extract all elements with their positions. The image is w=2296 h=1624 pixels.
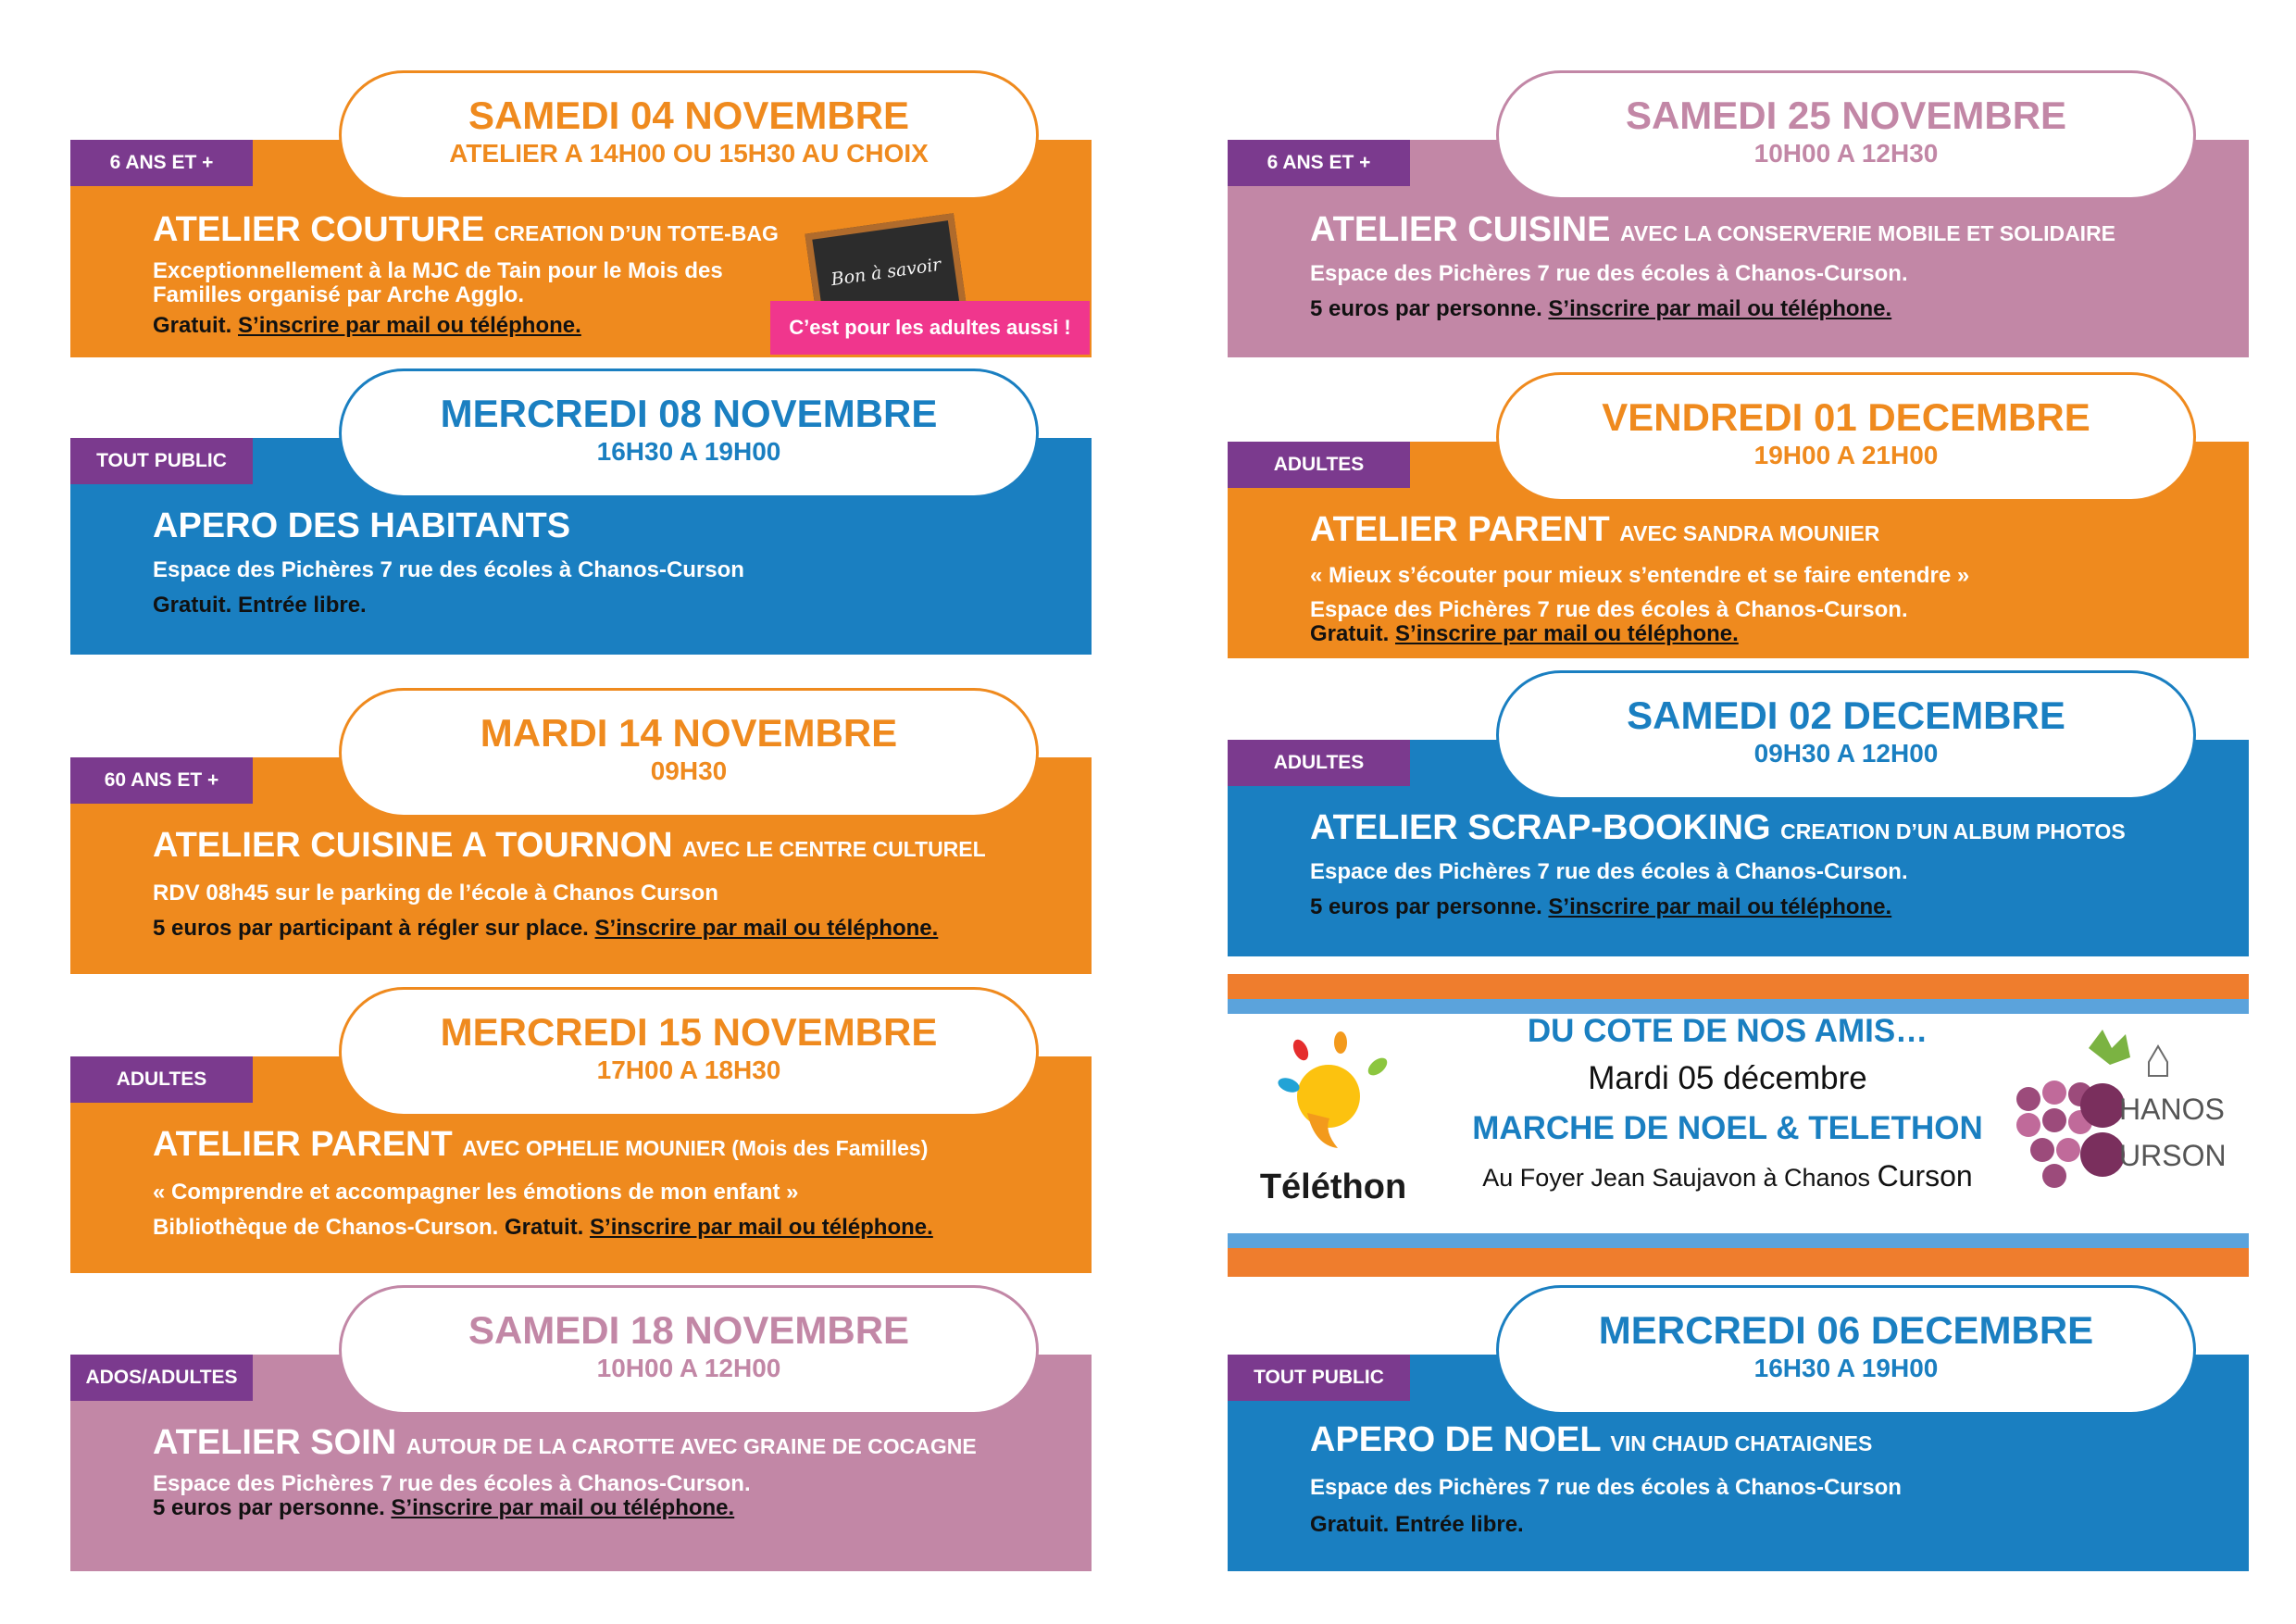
event-price (153, 1213, 1073, 1243)
event-date-pill (339, 369, 1039, 498)
event-title: APERO DES HABITANTS (153, 506, 571, 545)
event-price (1310, 622, 2230, 646)
audience-tag: TOUT PUBLIC (70, 438, 253, 484)
event-title-text: ATELIER SOIN (153, 1423, 397, 1462)
event-date: SAMEDI 18 NOVEMBRE (468, 1308, 910, 1352)
event-date: MARDI 14 NOVEMBRE (480, 711, 898, 755)
event-time: 16H30 A 19H00 (596, 437, 781, 466)
audience-tag: ADOS/ADULTES (70, 1355, 253, 1401)
event-title (153, 209, 786, 254)
event-subtitle: CREATION D’UN TOTE-BAG (493, 221, 779, 245)
event-time: 16H30 A 19H00 (1753, 1354, 1939, 1382)
event-date-pill (339, 688, 1039, 818)
event-location: Espace des Pichères 7 rue des écoles à Chanos-Curson. (1310, 859, 1908, 884)
event-title (1310, 807, 2230, 852)
event-body (153, 1124, 1073, 1243)
event-free-text: Gratuit. (505, 1215, 584, 1240)
event-subtitle: VIN CHAUD CHATAIGNES (1610, 1431, 1873, 1455)
event-subtitle: AUTOUR DE LA CAROTTE AVEC GRAINE DE COCAGNE (406, 1434, 977, 1458)
event-title (1310, 1419, 2230, 1464)
event-title-text: ATELIER CUISINE (1310, 210, 1611, 249)
audience-tag: 60 ANS ET + (70, 757, 253, 804)
event-description: « Mieux s’écouter pour mieux s’entendre et se faire entendre » (1310, 563, 1970, 588)
chanos-logo-top: HANOS (2119, 1093, 2225, 1126)
audience-tag: ADULTES (1228, 740, 1410, 786)
adults-note-badge: C’est pour les adultes aussi ! (770, 301, 1090, 355)
telethon-logo-text: Téléthon (1259, 1168, 1407, 1206)
audience-tag: ADULTES (1228, 442, 1410, 488)
event-body (153, 1422, 1073, 1520)
register-link[interactable]: S’inscrire par mail ou téléphone. (1548, 296, 1892, 321)
event-date: SAMEDI 02 DECEMBRE (1627, 693, 2065, 737)
event-body (153, 825, 1073, 943)
event-location-line1: Exceptionnellement à la MJC de Tain pour le Mois des (153, 258, 723, 283)
promo-event: MARCHE DE NOEL & TELETHON (1472, 1110, 1983, 1146)
event-free-text: Gratuit. (1310, 621, 1390, 646)
event-date: SAMEDI 04 NOVEMBRE (468, 94, 910, 137)
audience-tag: 6 ANS ET + (70, 140, 253, 186)
event-time: 09H30 (650, 756, 728, 785)
event-title (153, 1124, 1073, 1168)
event-body (153, 209, 786, 341)
event-card-cuisine-tournon (70, 688, 1092, 974)
friends-promo (1228, 974, 2249, 1277)
event-price-text: 5 euros par participant à régler sur place. (153, 916, 589, 941)
event-date-pill (339, 70, 1039, 200)
event-date-pill (1496, 670, 2196, 800)
event-date-pill (1496, 1285, 2196, 1415)
event-body (1310, 509, 2230, 646)
promo-heading: DU COTE DE NOS AMIS… (1527, 1013, 1928, 1049)
event-price (1310, 294, 2230, 324)
event-title-text: ATELIER COUTURE (153, 210, 485, 249)
curson-logo-bottom: URSON (2119, 1139, 2227, 1172)
chalkboard-icon: Bon à savoir (805, 213, 967, 331)
event-time: 09H30 A 12H00 (1753, 739, 1939, 768)
promo-text (1441, 1009, 2015, 1200)
event-date: MERCREDI 06 DECEMBRE (1598, 1308, 2094, 1352)
event-date: SAMEDI 25 NOVEMBRE (1625, 94, 2067, 137)
stripe-top-orange (1228, 974, 2249, 999)
event-free-text: Gratuit. (153, 313, 232, 338)
event-time: 10H00 A 12H00 (596, 1354, 781, 1382)
telethon-sun-icon (1250, 1030, 1416, 1159)
register-link[interactable]: S’inscrire par mail ou téléphone. (1548, 894, 1892, 919)
event-subtitle: AVEC OPHELIE MOUNIER (Mois des Familles) (462, 1136, 929, 1160)
event-location: Bibliothèque de Chanos-Curson. (153, 1215, 499, 1240)
event-location: Espace des Pichères 7 rue des écoles à Chanos-Curson. (1310, 597, 1908, 622)
event-title (1310, 209, 2230, 254)
chanos-curson-logo (2001, 1020, 2232, 1224)
event-date-pill (339, 987, 1039, 1117)
stripe-bottom-blue (1228, 1233, 2249, 1248)
promo-place (1441, 1154, 2015, 1200)
event-title-text: APERO DE NOEL (1310, 1420, 1601, 1459)
event-price (1310, 893, 2230, 922)
event-subtitle: AVEC SANDRA MOUNIER (1619, 521, 1880, 545)
event-price-text: 5 euros par personne. (1310, 296, 1542, 321)
register-link[interactable]: S’inscrire par mail ou téléphone. (590, 1215, 933, 1240)
event-title (1310, 509, 2230, 554)
event-time: 19H00 A 21H00 (1753, 441, 1939, 469)
register-link[interactable]: S’inscrire par mail ou téléphone. (238, 313, 581, 338)
event-time: ATELIER A 14H00 OU 15H30 AU CHOIX (449, 139, 929, 168)
event-price: Gratuit. Entrée libre. (153, 593, 367, 618)
register-link[interactable]: S’inscrire par mail ou téléphone. (391, 1495, 735, 1520)
register-link[interactable]: S’inscrire par mail ou téléphone. (594, 916, 939, 941)
event-title-text: ATELIER SCRAP-BOOKING (1310, 808, 1771, 847)
event-date-pill (1496, 70, 2196, 200)
event-subtitle: AVEC LA CONSERVERIE MOBILE ET SOLIDAIRE (1620, 221, 2116, 245)
promo-date: Mardi 05 décembre (1588, 1060, 1867, 1096)
event-card-apero-noel (1228, 1285, 2249, 1571)
event-time: 17H00 A 18H30 (596, 1056, 781, 1084)
event-date-pill (1496, 372, 2196, 502)
event-description: « Comprendre et accompagner les émotions de mon enfant » (153, 1180, 799, 1205)
event-price (153, 914, 1073, 943)
event-location: Espace des Pichères 7 rue des écoles à Chanos-Curson (1310, 1475, 1902, 1500)
event-price-text: 5 euros par personne. (1310, 894, 1542, 919)
event-card-parent-ophelie (70, 987, 1092, 1273)
telethon-logo (1250, 1030, 1416, 1215)
event-title (153, 825, 1073, 869)
event-location: Espace des Pichères 7 rue des écoles à Chanos-Curson. (1310, 261, 1908, 286)
event-card-apero-habitants (70, 369, 1092, 655)
event-location: Espace des Pichères 7 rue des écoles à Chanos-Curson. (153, 1471, 751, 1496)
event-date: MERCREDI 08 NOVEMBRE (440, 392, 938, 435)
event-subtitle: CREATION D’UN ALBUM PHOTOS (1780, 819, 2126, 843)
event-price (153, 311, 786, 341)
promo-place-text: Au Foyer Jean Saujavon à Chanos (1482, 1164, 1871, 1192)
register-link[interactable]: S’inscrire par mail ou téléphone. (1395, 621, 1739, 646)
event-location-line2: Familles organisé par Arche Agglo. (153, 282, 524, 307)
audience-tag: 6 ANS ET + (1228, 140, 1410, 186)
event-title-text: ATELIER PARENT (153, 1125, 453, 1164)
event-price (153, 1496, 1073, 1520)
audience-tag: ADULTES (70, 1056, 253, 1103)
promo-place-end: Curson (1877, 1159, 1973, 1193)
event-title-text: ATELIER CUISINE A TOURNON (153, 826, 673, 865)
event-title-text: ATELIER PARENT (1310, 510, 1610, 549)
event-body (153, 506, 1073, 620)
event-location: Espace des Pichères 7 rue des écoles à Chanos-Curson (153, 557, 744, 582)
event-title (153, 1422, 1073, 1467)
stripe-bottom-orange (1228, 1248, 2249, 1277)
event-card-scrapbooking (1228, 670, 2249, 956)
event-location: RDV 08h45 sur le parking de l’école à Chanos Curson (153, 881, 718, 906)
event-date-pill (339, 1285, 1039, 1415)
event-time: 10H00 A 12H30 (1753, 139, 1939, 168)
event-card-cuisine-conserverie (1228, 70, 2249, 357)
event-date: VENDREDI 01 DECEMBRE (1602, 395, 2090, 439)
event-price: Gratuit. Entrée libre. (1310, 1512, 1524, 1537)
event-location (153, 259, 786, 307)
event-body (1310, 807, 2230, 922)
event-price-text: 5 euros par personne. (153, 1495, 385, 1520)
event-date: MERCREDI 15 NOVEMBRE (440, 1010, 938, 1054)
event-card-parent-sandra (1228, 372, 2249, 658)
event-card-soin (70, 1285, 1092, 1571)
audience-tag: TOUT PUBLIC (1228, 1355, 1410, 1401)
event-subtitle: AVEC LE CENTRE CULTUREL (682, 837, 986, 861)
event-card-couture (70, 70, 1092, 357)
event-body (1310, 1419, 2230, 1540)
event-body (1310, 209, 2230, 324)
